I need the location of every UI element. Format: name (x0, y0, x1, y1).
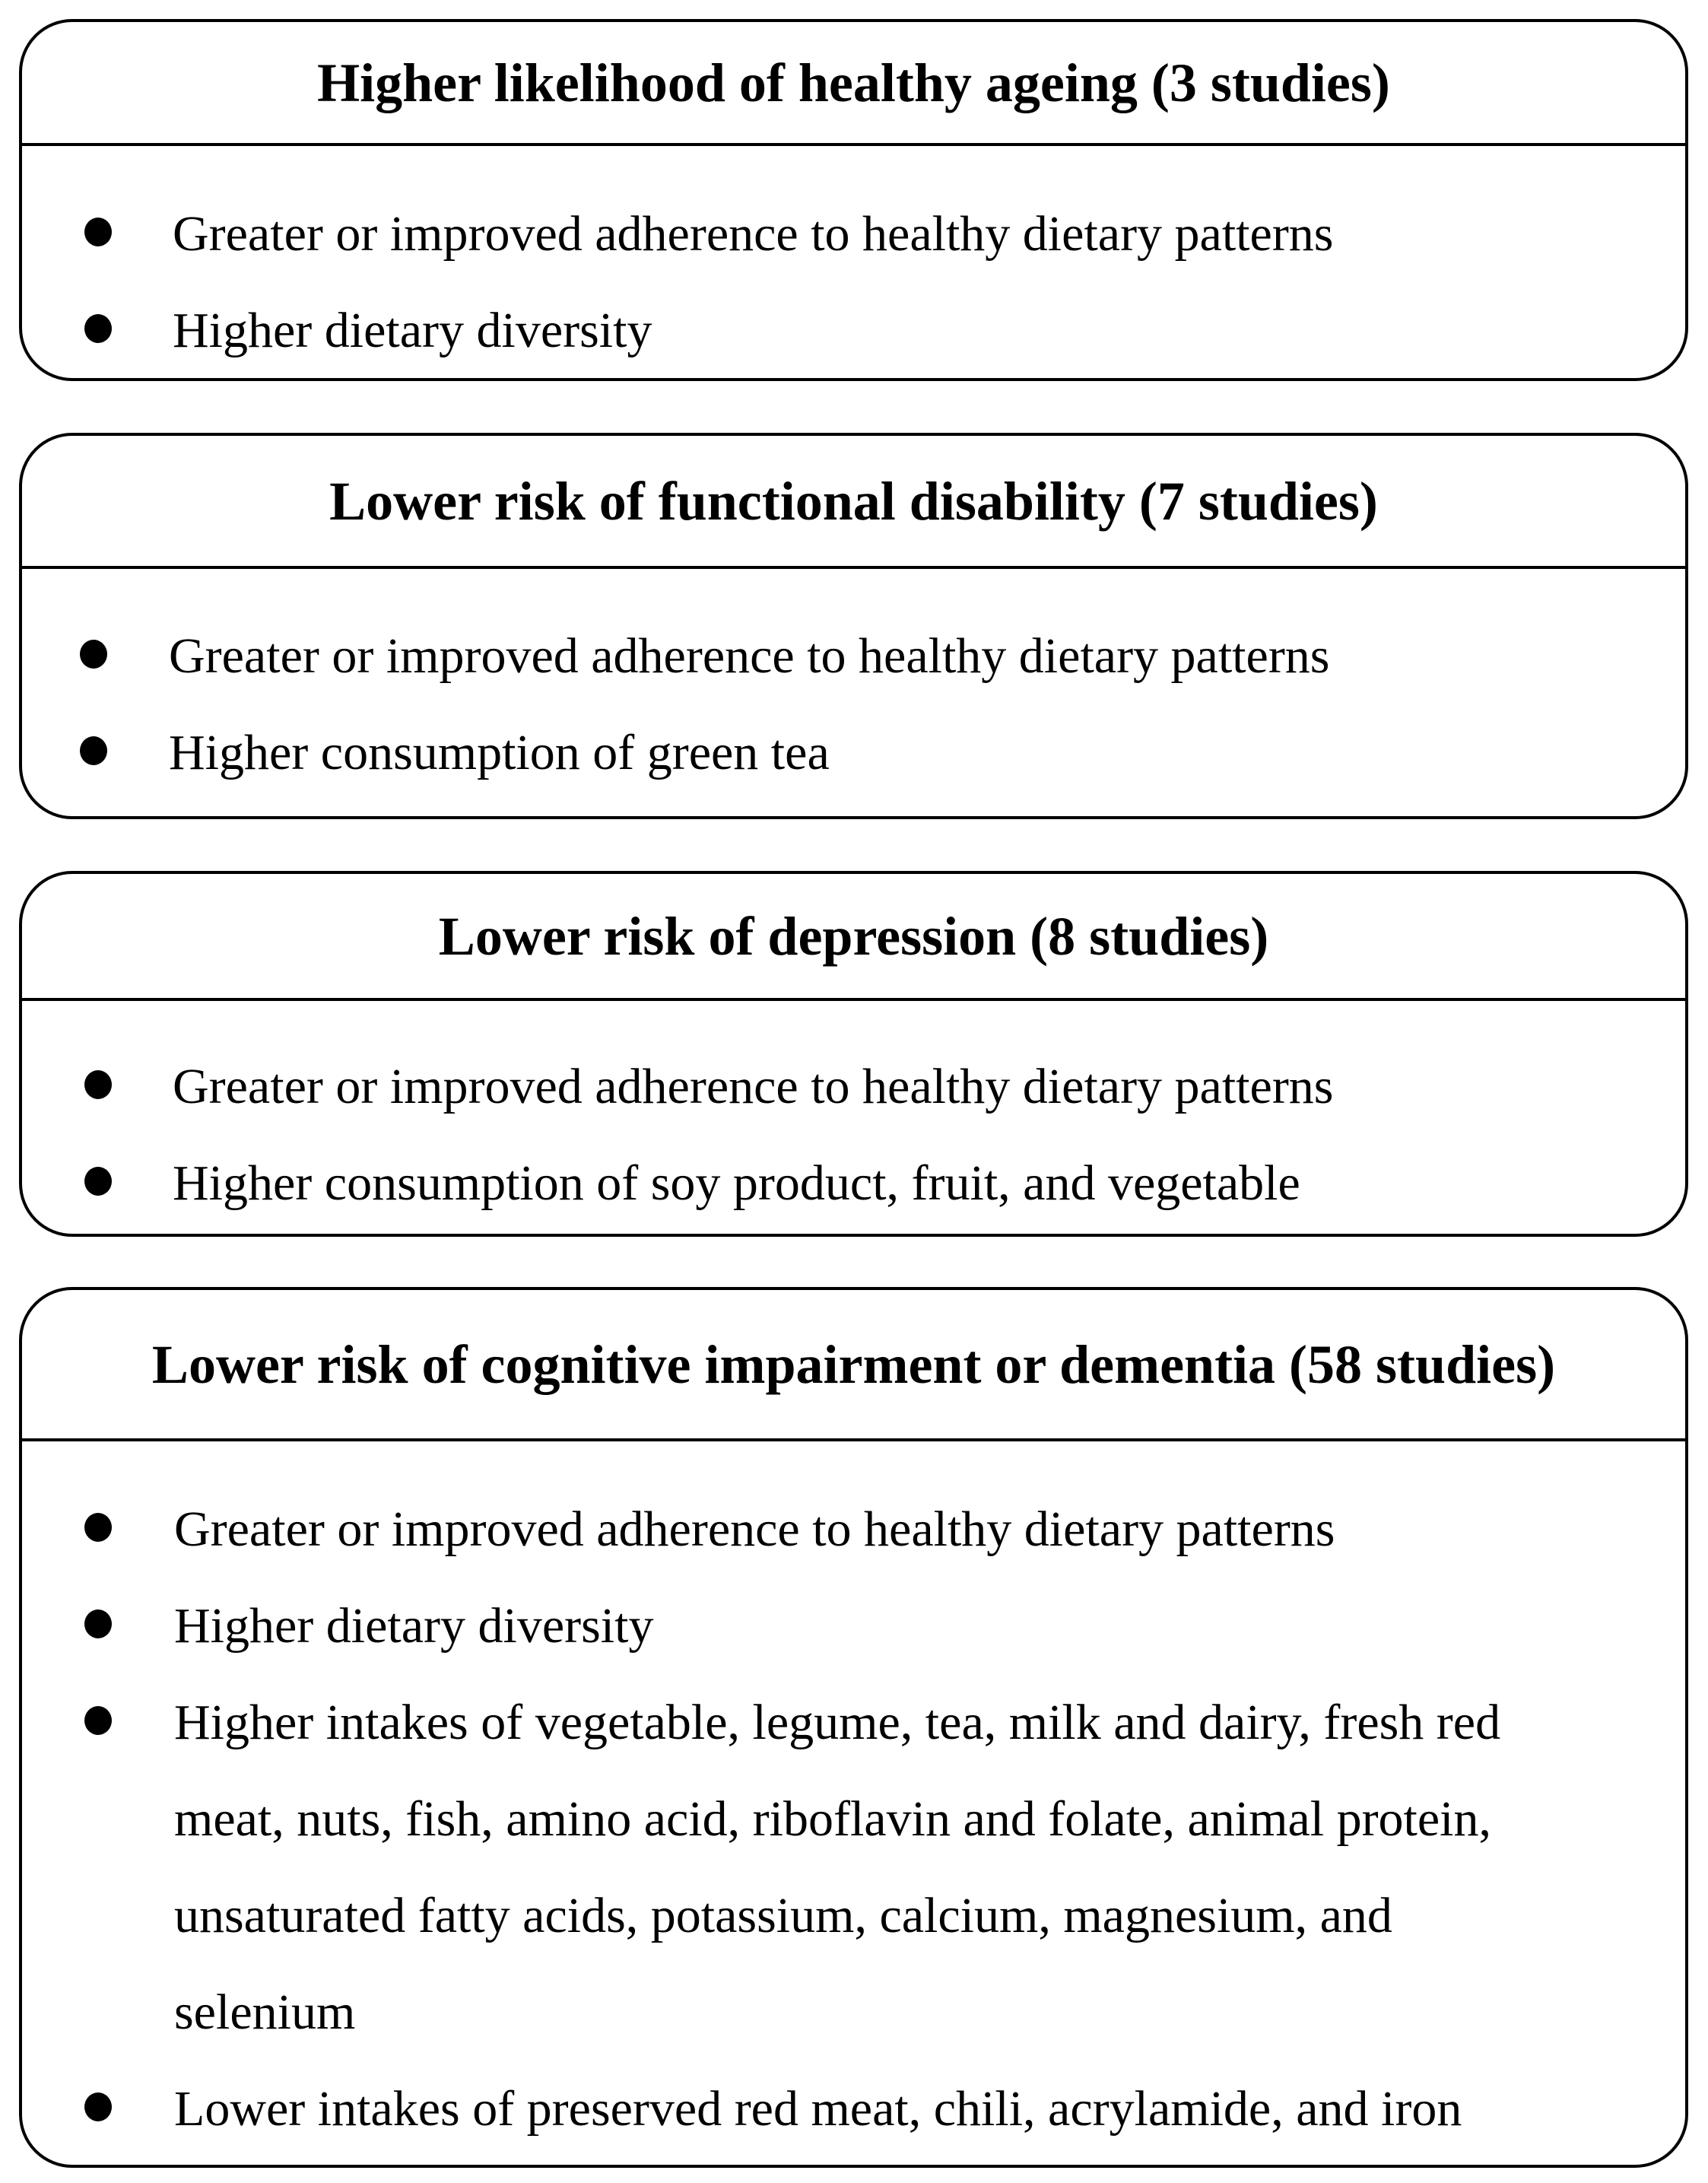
item-text: Higher intakes of vegetable, legume, tea, milk and dairy, fresh red (174, 1695, 1501, 1750)
outcome-box-cognitive-impairment (19, 1287, 1688, 2168)
outcome-box-functional-disability (19, 433, 1688, 819)
outcome-box-depression (19, 871, 1688, 1237)
box-header (22, 22, 1685, 146)
bullet-icon (84, 1609, 112, 1638)
bullet-icon (84, 314, 112, 343)
bullet-icon (84, 1513, 112, 1542)
item-text: Higher consumption of soy product, fruit, and vegetable (173, 1155, 1300, 1211)
item-text: Greater or improved adherence to healthy dietary patterns (173, 1059, 1334, 1114)
bullet-icon (80, 640, 107, 669)
item-text: Lower intakes of preserved red meat, chili, acrylamide, and iron (174, 2081, 1462, 2137)
box-title: Lower risk of functional disability (7 studies) (329, 470, 1378, 532)
item-text: meat, nuts, fish, amino acid, riboflavin and folate, animal protein, (174, 1791, 1492, 1847)
box-title: Lower risk of cognitive impairment or dementia (58 studies) (151, 1333, 1556, 1395)
bullet-icon (80, 736, 107, 765)
bullet-icon (84, 1070, 112, 1099)
item-text: Greater or improved adherence to healthy dietary patterns (169, 628, 1330, 684)
box-header (22, 1290, 1685, 1441)
item-text: Greater or improved adherence to healthy dietary patterns (174, 1501, 1335, 1557)
outcome-box-healthy-ageing (19, 19, 1688, 381)
item-text: Higher consumption of green tea (169, 725, 830, 780)
item-text: unsaturated fatty acids, potassium, calcium, magnesium, and (174, 1888, 1392, 1943)
item-text: selenium (174, 1984, 356, 2040)
bullet-icon (84, 2092, 112, 2121)
item-text: Higher dietary diversity (173, 303, 652, 358)
box-title: Higher likelihood of healthy ageing (3 studies) (317, 52, 1390, 113)
box-title: Lower risk of depression (8 studies) (438, 905, 1269, 967)
item-text: Greater or improved adherence to healthy dietary patterns (173, 206, 1334, 262)
item-text: Higher dietary diversity (174, 1598, 654, 1654)
box-header (22, 874, 1685, 1001)
bullet-icon (84, 218, 112, 246)
box-header (22, 436, 1685, 569)
bullet-icon (84, 1167, 112, 1196)
bullet-icon (84, 1706, 112, 1735)
